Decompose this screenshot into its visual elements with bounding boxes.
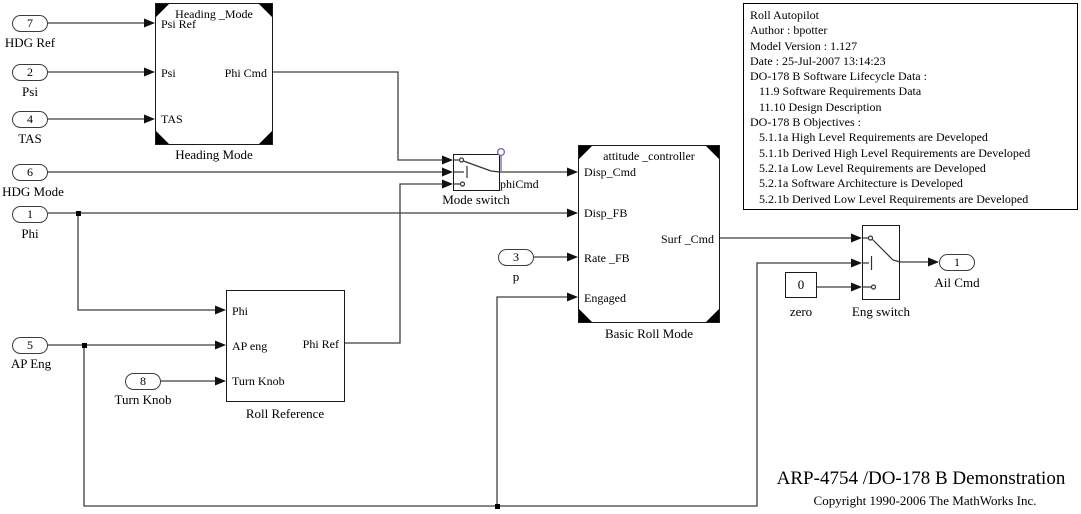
zero-caption: zero bbox=[789, 304, 813, 319]
copyright-annotation: Copyright 1990-2006 The MathWorks Inc. bbox=[813, 493, 1037, 508]
wire-phicmd-switch-top[interactable] bbox=[273, 72, 442, 160]
annotation-line: DO-178 B Objectives : bbox=[750, 115, 861, 130]
eng-switch-caption: Eng switch bbox=[851, 304, 911, 319]
wire-phi-rollref[interactable] bbox=[78, 213, 215, 310]
annotation-line: Author : bpotter bbox=[750, 23, 828, 38]
annotation-line: 5.1.1a High Level Requirements are Developed bbox=[759, 130, 988, 145]
port-surf-cmd: Surf _Cmd bbox=[660, 232, 714, 246]
demo-title-annotation: ARP-4754 /DO-178 B Demonstration bbox=[776, 468, 1066, 489]
mask-corner-icon bbox=[156, 131, 169, 144]
inport-tas-label: TAS bbox=[18, 131, 42, 146]
port-disp-fb: Disp_FB bbox=[584, 206, 628, 220]
port-engaged: Engaged bbox=[584, 291, 626, 305]
eng-switch-block[interactable] bbox=[862, 225, 900, 300]
basic-roll-mode-title: attitude _controller bbox=[603, 149, 695, 163]
mode-switch-block[interactable] bbox=[453, 154, 500, 191]
inport-hdg-ref-label: HDG Ref bbox=[4, 35, 56, 50]
annotation-line: Model Version : 1.127 bbox=[750, 38, 858, 53]
outport-ail-cmd[interactable]: 1 bbox=[939, 254, 975, 271]
basic-roll-mode-caption: Basic Roll Mode bbox=[604, 326, 694, 341]
model-info-annotation[interactable] bbox=[743, 3, 1078, 210]
wire-apeng-engaged[interactable] bbox=[497, 297, 567, 506]
heading-mode-title: Heading _Mode bbox=[175, 7, 253, 21]
annotation-line: 5.2.1a Low Level Requirements are Developed bbox=[759, 160, 986, 175]
heading-mode-block[interactable] bbox=[155, 3, 273, 145]
port-rate-fb: Rate _FB bbox=[584, 251, 630, 265]
inport-turn-knob[interactable]: 8 bbox=[125, 373, 161, 390]
mask-corner-icon bbox=[579, 309, 592, 322]
annotation-line: 5.2.1a Software Architecture is Developed bbox=[759, 176, 963, 191]
inport-hdg-ref[interactable]: 7 bbox=[12, 15, 48, 32]
wire-apeng-engswitch-ctl[interactable] bbox=[84, 263, 851, 506]
inport-ap-eng-label: AP Eng bbox=[10, 356, 52, 371]
inport-p[interactable]: 3 bbox=[498, 249, 534, 266]
annotation-line: 5.2.1b Derived Low Level Requirements are Developed bbox=[759, 191, 1029, 206]
port-disp-cmd: Disp_Cmd bbox=[584, 165, 637, 179]
annotation-line: Date : 25-Jul-2007 13:14:23 bbox=[750, 53, 886, 68]
wire-phiref-switch-bottom[interactable] bbox=[345, 184, 442, 343]
port-phi-cmd: Phi Cmd bbox=[224, 66, 267, 80]
port-ap-eng: AP eng bbox=[232, 339, 268, 353]
heading-mode-caption: Heading Mode bbox=[175, 147, 253, 162]
annotation-line: DO-178 B Software Lifecycle Data : bbox=[750, 69, 927, 84]
annotation-line: Roll Autopilot bbox=[750, 8, 820, 22]
port-phi-ref: Phi Ref bbox=[302, 337, 339, 351]
port-psi: Psi bbox=[161, 66, 176, 80]
inport-phi-label: Phi bbox=[21, 226, 39, 241]
roll-reference-block[interactable] bbox=[226, 290, 345, 402]
basic-roll-mode-block[interactable] bbox=[578, 145, 720, 323]
inport-hdg-mode-label: HDG Mode bbox=[2, 184, 64, 199]
mode-switch-caption: Mode switch bbox=[442, 192, 510, 207]
inport-hdg-mode[interactable]: 6 bbox=[12, 164, 48, 181]
mask-corner-icon bbox=[259, 131, 272, 144]
zero-constant-block[interactable]: 0 bbox=[785, 272, 817, 298]
inport-p-label: p bbox=[512, 269, 520, 284]
port-phi-in: Phi bbox=[232, 304, 249, 318]
inport-tas[interactable]: 4 bbox=[12, 111, 48, 128]
port-psi-ref: Psi Ref bbox=[161, 17, 197, 31]
phicmd-signal-label: phiCmd bbox=[500, 177, 539, 191]
roll-reference-caption: Roll Reference bbox=[245, 406, 325, 421]
inport-ap-eng[interactable]: 5 bbox=[12, 337, 48, 354]
outport-ail-cmd-label: Ail Cmd bbox=[934, 275, 980, 290]
annotation-line: 11.10 Design Description bbox=[759, 99, 882, 114]
annotation-line: 11.9 Software Requirements Data bbox=[759, 84, 922, 99]
annotation-line: 5.1.1b Derived High Level Requirements are Developed bbox=[759, 145, 1031, 160]
inport-phi[interactable]: 1 bbox=[12, 206, 48, 223]
inport-psi-label: Psi bbox=[22, 84, 38, 99]
port-turn-knob: Turn Knob bbox=[232, 374, 285, 388]
port-tas: TAS bbox=[161, 112, 183, 126]
mask-corner-icon bbox=[706, 309, 719, 322]
inport-turn-knob-label: Turn Knob bbox=[114, 392, 172, 407]
inport-psi[interactable]: 2 bbox=[12, 64, 48, 81]
